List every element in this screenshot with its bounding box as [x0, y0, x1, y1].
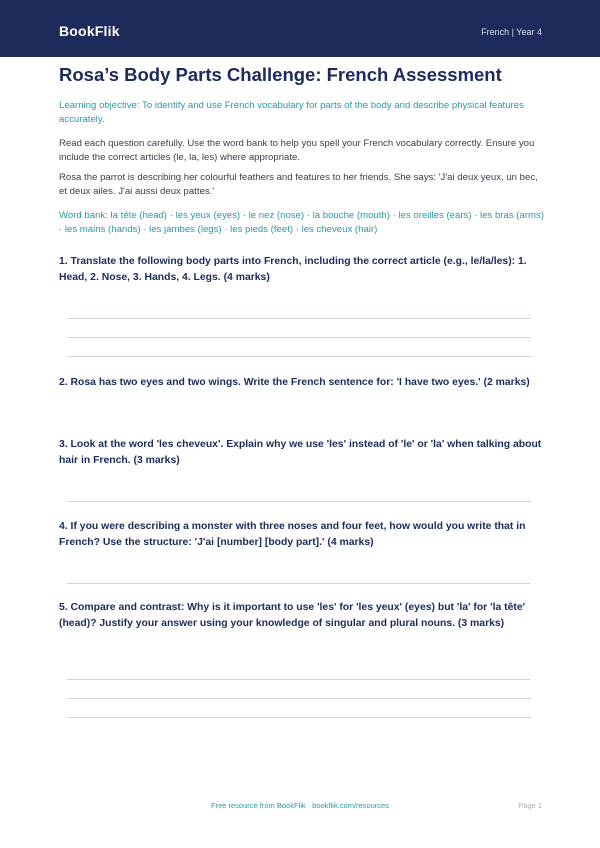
instructions: Read each question carefully. Use the word bank to help you spell your French vocabulary correctly. Ensure you include the correct articles (le, la, les) where appropriate.: [59, 138, 535, 163]
question-1: 1. Translate the following body parts into French, including the correct article (e.g., le/la/les): 1. Head, 2. Nose, 3. Hands, 4. Legs. (4 marks): [59, 256, 527, 283]
question-4: 4. If you were describing a monster with three noses and four feet, how would you write that in French? Use the structure: 'J'ai [number] [body part].' (4 marks): [59, 521, 526, 548]
brand-logo: BookFlik: [59, 23, 120, 39]
page-title: Rosa’s Body Parts Challenge: French Assessment: [59, 64, 502, 85]
answer-line[interactable]: [67, 583, 531, 584]
answer-line[interactable]: [67, 501, 531, 502]
learning-objective: Learning objective: To identify and use French vocabulary for parts of the body and describe physical features accurately.: [59, 100, 524, 125]
answer-line[interactable]: [67, 698, 531, 699]
question-5: 5. Compare and contrast: Why is it important to use 'les' for 'les yeux' (eyes) but 'la' for 'la tête' (head)? Justify your answer using your knowledge of singular and plural nouns. (3 marks): [59, 602, 526, 629]
context-paragraph: Rosa the parrot is describing her colourful feathers and features to her friends. She says: 'J'ai deux yeux, un bec, et deux ailes. J'ai aussi deux pattes.': [59, 172, 538, 197]
word-bank: Word bank: la tête (head) · les yeux (eyes) · le nez (nose) · la bouche (mouth) · les oreilles (ears) · les bras (arms) · les mains (hands) · les jambes (legs) · les pieds (feet) · les cheveux (hair): [59, 210, 545, 235]
answer-line[interactable]: [67, 717, 531, 718]
question-3: 3. Look at the word 'les cheveux'. Explain why we use 'les' instead of 'le' or 'la' when talking about hair in French. (3 marks): [59, 439, 542, 466]
answer-line[interactable]: [67, 337, 531, 338]
page-number: Page 1: [518, 801, 542, 810]
subject-year-label: French | Year 4: [481, 27, 542, 37]
answer-line[interactable]: [67, 679, 531, 680]
answer-line[interactable]: [67, 356, 531, 357]
header-bar: [0, 0, 600, 57]
footer-resource-link[interactable]: Free resource from BookFlik · bookflik.com/resources: [211, 801, 389, 810]
question-2: 2. Rosa has two eyes and two wings. Write the French sentence for: 'I have two eyes.' (2 marks): [59, 377, 530, 388]
answer-line[interactable]: [67, 318, 531, 319]
